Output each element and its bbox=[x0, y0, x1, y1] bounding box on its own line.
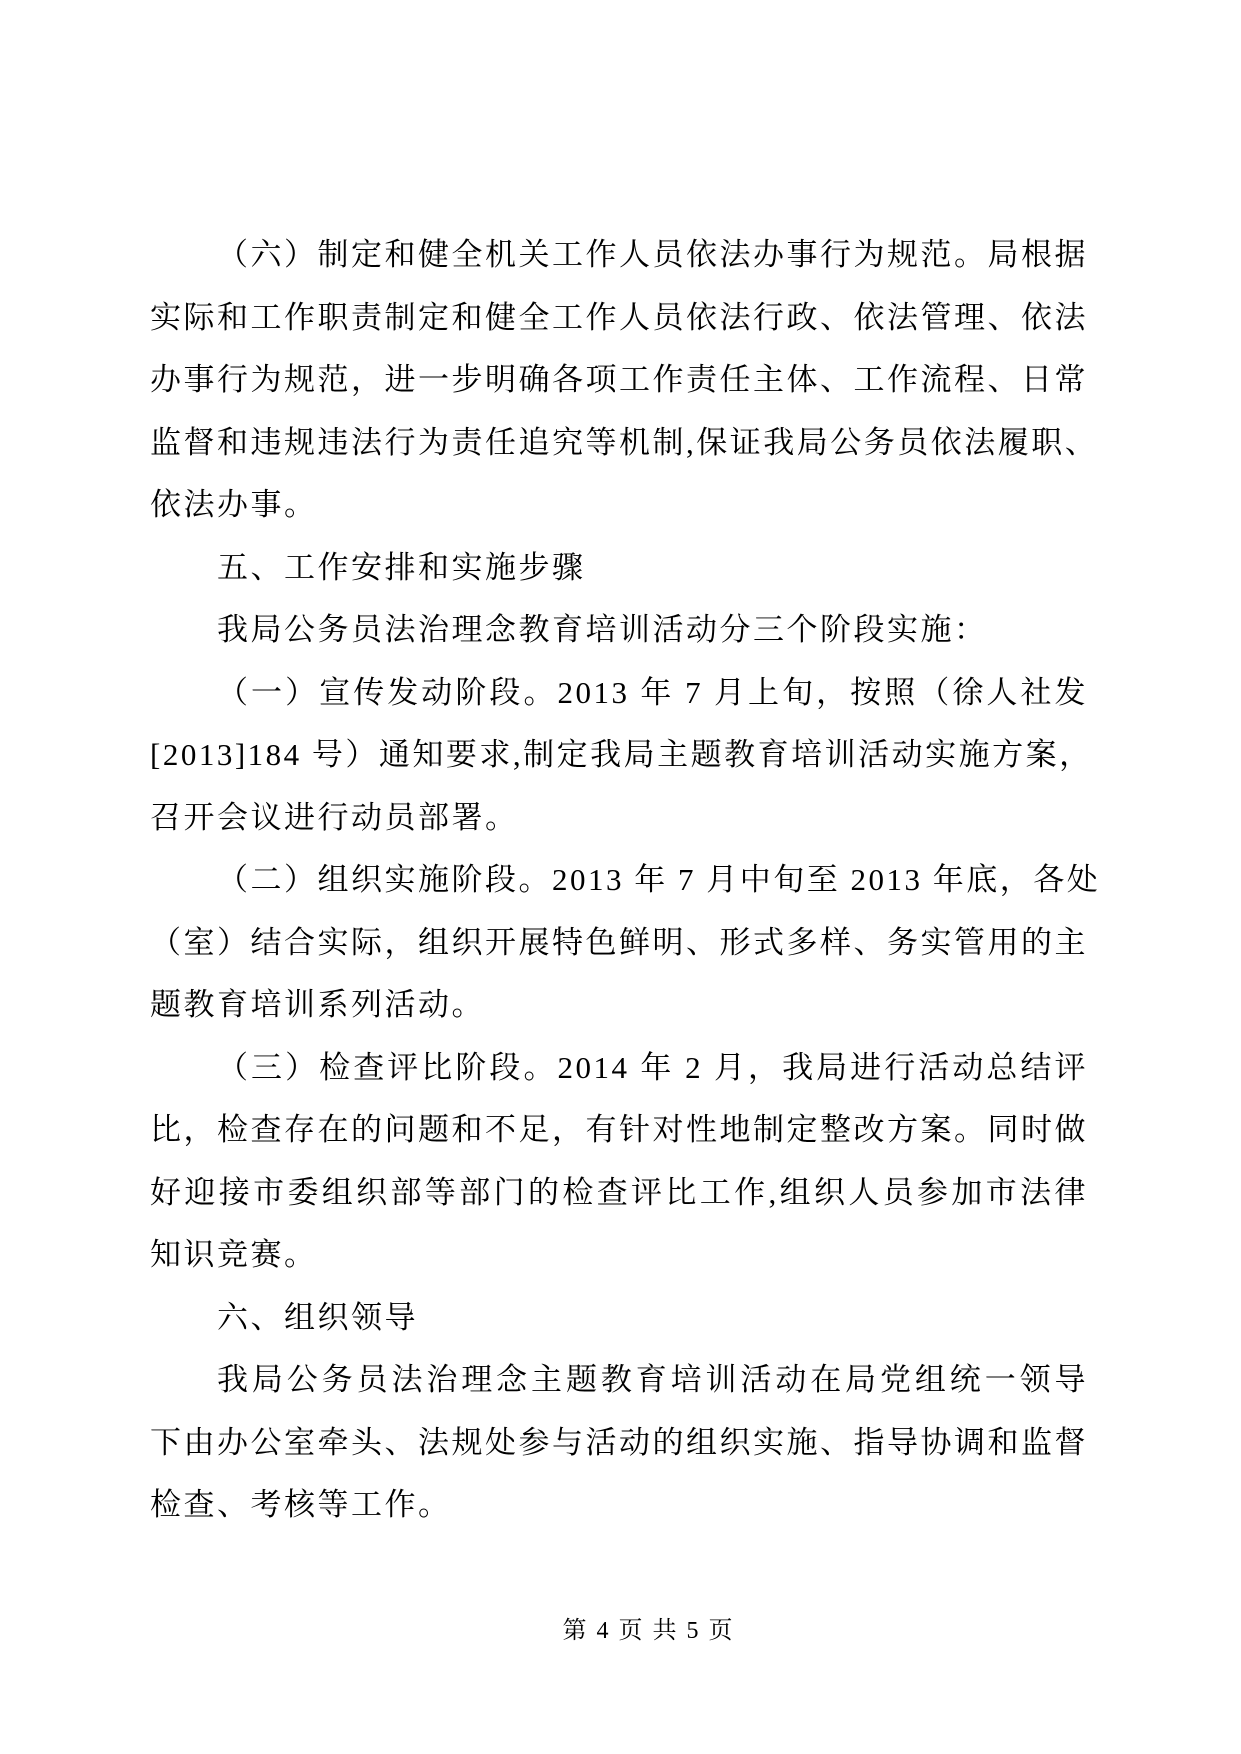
paragraph-4-line-2: [2013]184 号）通知要求,制定我局主题教育培训活动实施方案， bbox=[150, 737, 1093, 772]
paragraph-6-line-2: 比，检查存在的问题和不足，有针对性地制定整改方案。同时做 bbox=[150, 1112, 1088, 1147]
paragraph-1-line-3: 办事行为规范，进一步明确各项工作责任主体、工作流程、日常 bbox=[150, 362, 1088, 397]
paragraph-2-line-1: 五、工作安排和实施步骤 bbox=[217, 549, 586, 585]
paragraph-1-line-4: 监督和违规违法行为责任追究等机制,保证我局公务员依法履职、 bbox=[150, 424, 1099, 460]
paragraph-5-line-1: （二）组织实施阶段。2013 年 7 月中旬至 2013 年底，各处 bbox=[217, 862, 1101, 897]
paragraph-4-line-1: （一）宣传发动阶段。2013 年 7 月上旬，按照（徐人社发 bbox=[217, 674, 1088, 710]
document-body bbox=[150, 224, 1101, 1537]
page-number-footer: 第 4 页 共 5 页 bbox=[562, 1618, 735, 1644]
paragraph-6-line-1: （三）检查评比阶段。2014 年 2 月，我局进行活动总结评 bbox=[217, 1049, 1088, 1085]
paragraph-8-line-3: 检查、考核等工作。 bbox=[150, 1487, 452, 1522]
paragraph-4-line-3: 召开会议进行动员部署。 bbox=[150, 799, 519, 835]
paragraph-7-line-1: 六、组织领导 bbox=[217, 1299, 418, 1335]
paragraph-1-line-1: （六）制定和健全机关工作人员依法办事行为规范。局根据 bbox=[217, 237, 1088, 272]
paragraph-1-line-5: 依法办事。 bbox=[150, 487, 318, 522]
paragraph-5-line-3: 题教育培训系列活动。 bbox=[150, 987, 485, 1022]
paragraph-1-line-2: 实际和工作职责制定和健全工作人员依法行政、依法管理、依法 bbox=[150, 299, 1088, 335]
paragraph-8-line-2: 下由办公室牵头、法规处参与活动的组织实施、指导协调和监督 bbox=[150, 1424, 1088, 1460]
paragraph-8-line-1: 我局公务员法治理念主题教育培训活动在局党组统一领导 bbox=[217, 1362, 1088, 1397]
paragraph-6-line-4: 知识竞赛。 bbox=[150, 1237, 318, 1272]
paragraph-3-line-1: 我局公务员法治理念教育培训活动分三个阶段实施： bbox=[217, 612, 988, 647]
paragraph-5-line-2: （室）结合实际，组织开展特色鲜明、形式多样、务实管用的主 bbox=[150, 924, 1088, 960]
paragraph-6-line-3: 好迎接市委组织部等部门的检查评比工作,组织人员参加市法律 bbox=[150, 1174, 1088, 1210]
